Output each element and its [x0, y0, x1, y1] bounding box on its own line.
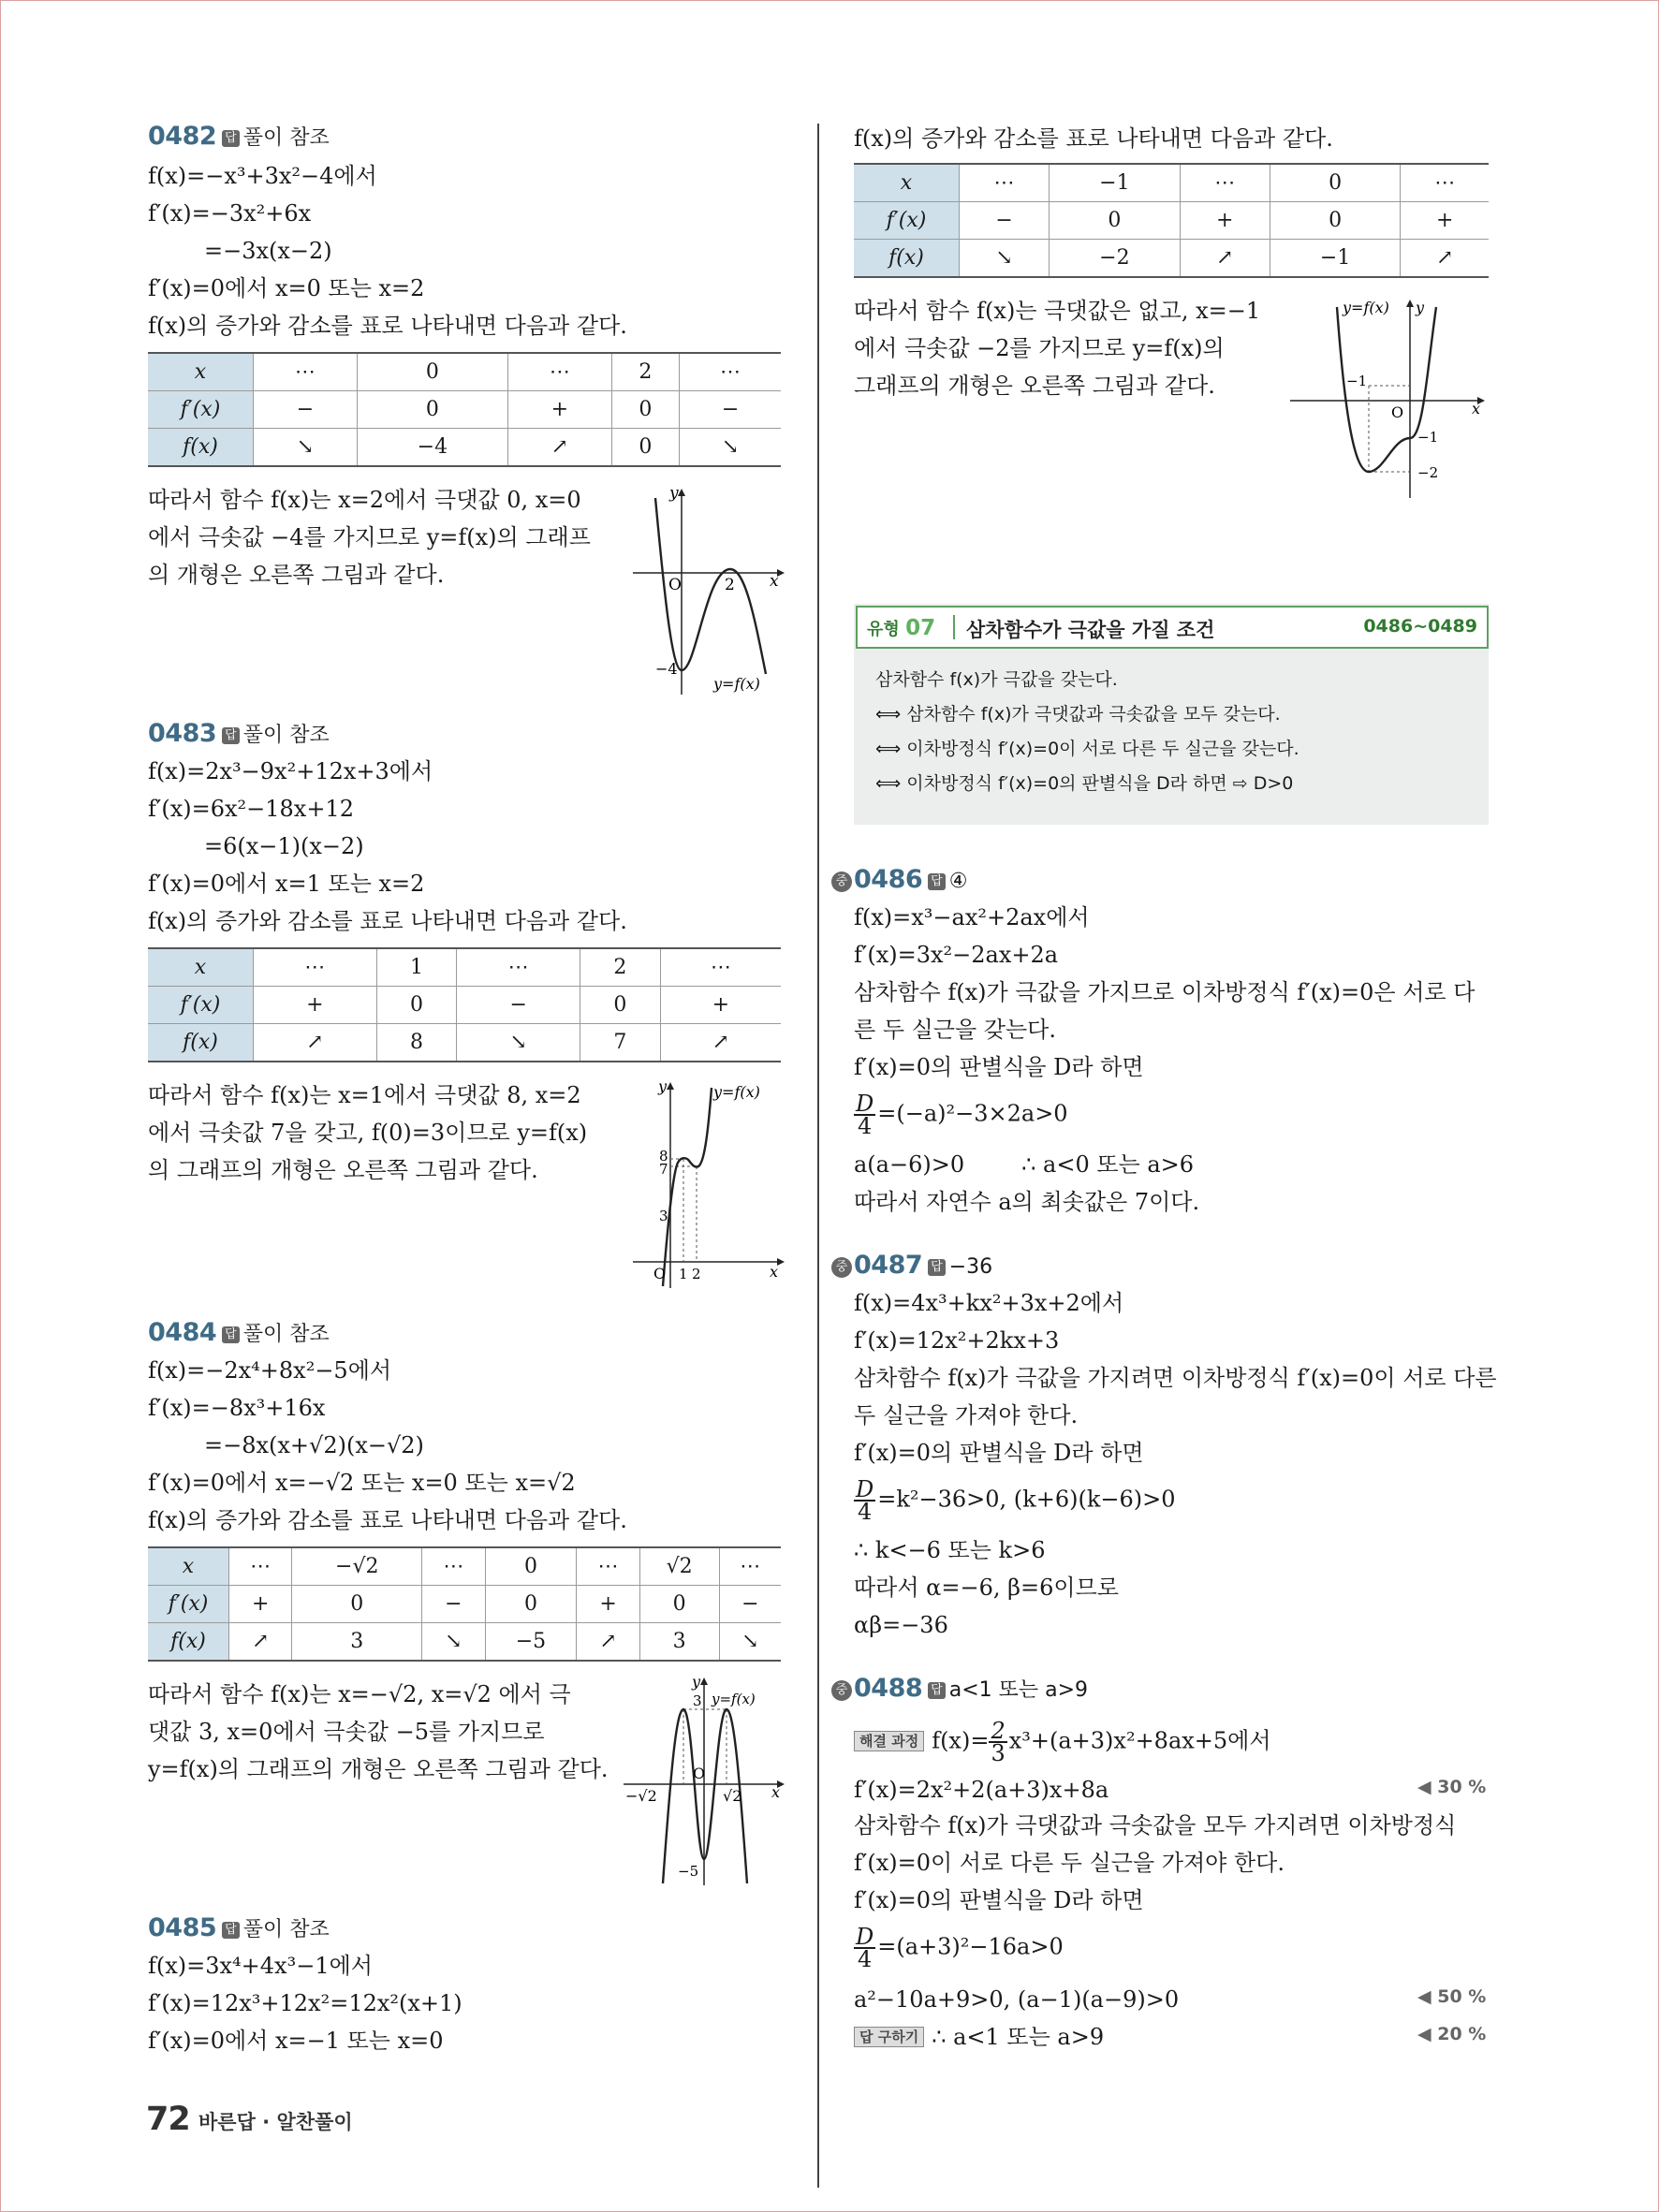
table-cell: √2 — [639, 1547, 719, 1586]
solution-line: f′(x)=0의 판별식을 D라 하면 — [854, 1440, 1144, 1466]
solution-line: f′(x)=12x³+12x²=12x²(x+1) — [148, 1990, 462, 2016]
answer-text: 풀이 참조 — [242, 1323, 330, 1346]
solution-line: ∴ k<−6 또는 k>6 — [854, 1537, 1046, 1563]
conclusion-line: 의 개형은 오른쪽 그림과 같다. — [148, 562, 445, 588]
answer-badge: 답 — [928, 1682, 946, 1699]
solution-line: f′(x)=0에서 x=−√2 또는 x=0 또는 x=√2 — [148, 1470, 576, 1496]
table-cell: ↗ — [660, 1024, 781, 1062]
solution-line: a²−10a+9>0, (a−1)(a−9)>0 — [854, 1986, 1180, 2013]
fraction-denominator: 4 — [857, 1113, 873, 1139]
problem-0487-solution — [854, 1284, 1497, 1472]
y-mark-label: −4 — [655, 660, 678, 678]
solution-line: f(x)의 증가와 감소를 표로 나타내면 다음과 같다. — [854, 125, 1333, 152]
problem-0485-continued — [854, 120, 1333, 157]
table-cell: ⋯ — [1401, 164, 1489, 202]
solution-line: f′(x)=0에서 x=0 또는 x=2 — [148, 275, 425, 301]
problem-0488-solution — [854, 1807, 1456, 1919]
conclusion-line: y=f(x)의 그래프의 개형은 오른쪽 그림과 같다. — [148, 1756, 609, 1782]
table-cell: ↗ — [229, 1623, 292, 1662]
difficulty-badge: 중 — [831, 872, 852, 892]
x-label: x — [770, 1263, 779, 1281]
y-axis-arrow — [700, 1677, 708, 1685]
type-header-separator — [953, 615, 955, 639]
type-badge — [867, 616, 935, 640]
solution-line: f′(x)=0에서 x=1 또는 x=2 — [148, 871, 425, 897]
problem-number: 0488 — [854, 1674, 923, 1703]
y-mark-label: −2 — [1417, 464, 1439, 481]
table-cell: −√2 — [292, 1547, 422, 1586]
table-cell: ↗ — [507, 429, 611, 467]
answer-text: −36 — [948, 1255, 993, 1279]
table-cell: x — [854, 164, 960, 202]
conclusion-line: 따라서 함수 f(x)는 극댓값은 없고, x=−1 — [854, 298, 1261, 324]
problem-number: 0482 — [148, 122, 217, 151]
solution-line: 따라서 자연수 a의 최솟값은 7이다. — [854, 1189, 1200, 1215]
table-cell: x — [148, 353, 254, 391]
y-mark-label: −1 — [1417, 429, 1439, 446]
solution-line: f′(x)=3x²−2ax+2a — [854, 942, 1059, 968]
discriminant-text: =(a+3)²−16a>0 — [877, 1933, 1064, 1960]
table-cell: ↘ — [719, 1623, 781, 1662]
table-cell: 0 — [1270, 164, 1401, 202]
table-cell: f(x) — [854, 240, 960, 278]
problem-0482-header — [148, 122, 330, 154]
problem-0488-answer-step — [854, 2022, 1104, 2052]
conclusion-line: 따라서 함수 f(x)는 x=2에서 극댓값 0, x=0 — [148, 487, 581, 513]
solution-line: f′(x)=12x²+2kx+3 — [854, 1327, 1060, 1354]
x-label: x — [771, 1783, 781, 1801]
curve — [1337, 307, 1439, 472]
x-mark-label: 2 — [725, 576, 735, 594]
table-cell: f(x) — [148, 1024, 254, 1062]
y-axis-arrow — [678, 489, 685, 496]
table-cell: − — [680, 391, 781, 429]
table-cell: 0 — [376, 987, 457, 1024]
solution-line: f(x)=2x³−9x²+12x+3에서 — [148, 758, 433, 784]
y-label: y — [669, 487, 679, 503]
table-cell: 0 — [1050, 202, 1181, 240]
problem-number: 0483 — [148, 719, 217, 748]
table-cell: − — [254, 391, 358, 429]
table-cell: f(x) — [148, 429, 254, 467]
problem-0487-discriminant — [854, 1476, 1176, 1525]
fraction — [854, 1091, 875, 1139]
answer-badge: 답 — [928, 873, 946, 890]
table-cell: ↘ — [254, 429, 358, 467]
table-cell: x — [148, 1547, 229, 1586]
table-cell: ↘ — [960, 240, 1050, 278]
difficulty-badge: 중 — [831, 1257, 852, 1278]
answer-text: 풀이 참조 — [242, 126, 330, 150]
problem-0483-solution — [148, 753, 627, 940]
table-cell: 8 — [376, 1024, 457, 1062]
fraction-numerator: D — [856, 1476, 874, 1502]
table-cell: ⋯ — [422, 1547, 485, 1586]
fraction — [854, 1926, 875, 1970]
conclusion-line: 따라서 함수 f(x)는 x=−√2, x=√2 에서 극 — [148, 1681, 571, 1707]
table-cell: 2 — [611, 353, 679, 391]
conclusion-line: 따라서 함수 f(x)는 x=1에서 극댓값 8, x=2 — [148, 1082, 581, 1108]
type-title: 삼차함수가 극값을 가질 조건 — [966, 619, 1215, 641]
table-cell: f′(x) — [148, 1586, 229, 1623]
table-cell: − — [719, 1586, 781, 1623]
y-axis-arrow — [1406, 300, 1414, 307]
solution-line: f′(x)=0의 판별식을 D라 하면 — [854, 1054, 1144, 1080]
fraction-denominator: 4 — [857, 1946, 873, 1972]
table-cell: 0 — [292, 1586, 422, 1623]
x-mark-label: √2 — [723, 1787, 742, 1805]
problem-number: 0484 — [148, 1318, 217, 1347]
type-body-line: ⟺ 삼차함수 f(x)가 극댓값과 극솟값을 모두 갖는다. — [875, 704, 1281, 725]
table-cell: ↗ — [254, 1024, 377, 1062]
type-body-line: ⟺ 이차방정식 f′(x)=0의 판별식을 D라 하면 ⇨ D>0 — [875, 773, 1294, 794]
problem-0485-solution — [148, 1947, 462, 2059]
page-number: 72 — [146, 2101, 190, 2138]
problem-0484-conclusion — [148, 1676, 616, 1788]
solution-line: 삼차함수 f(x)가 극값을 가지므로 이차방정식 f′(x)=0은 서로 다 — [854, 979, 1475, 1005]
table-cell: − — [422, 1586, 485, 1623]
problem-number: 0487 — [854, 1251, 923, 1280]
solution-line: f′(x)=6x²−18x+12 — [148, 796, 354, 822]
origin-label: O — [668, 576, 682, 594]
curve-label: y=f(x) — [713, 1083, 760, 1101]
origin-label: O — [693, 1765, 706, 1782]
x-mark-label: −√2 — [625, 1787, 657, 1805]
table-cell: 0 — [357, 353, 507, 391]
solution-line: f(x)=−2x⁴+8x²−5에서 — [148, 1357, 392, 1384]
table-cell: ↗ — [577, 1623, 639, 1662]
table-cell: 0 — [485, 1586, 577, 1623]
solution-line: f′(x)=0에서 x=−1 또는 x=0 — [148, 2028, 444, 2054]
problem-0486-tail — [854, 1146, 1199, 1221]
answer-badge: 답 — [222, 727, 240, 744]
conclusion-line: 그래프의 개형은 오른쪽 그림과 같다. — [854, 373, 1215, 399]
x-axis-arrow — [777, 1258, 785, 1266]
problem-0484-solution — [148, 1352, 627, 1539]
table-cell: − — [457, 987, 580, 1024]
solution-text: x³+(a+3)x²+8ax+5에서 — [1008, 1727, 1271, 1754]
solution-line: f(x)의 증가와 감소를 표로 나타내면 다음과 같다. — [148, 1507, 627, 1533]
discriminant-text: =(−a)²−3×2a>0 — [877, 1100, 1068, 1127]
table-cell: f′(x) — [148, 987, 254, 1024]
problem-0488-step1 — [854, 1718, 1271, 1766]
type-badge-prefix: 유형 — [867, 620, 900, 639]
solution-line: f(x)=x³−ax²+2ax에서 — [854, 904, 1090, 930]
solution-line: f(x)=4x³+kx²+3x+2에서 — [854, 1290, 1124, 1316]
sign-table-0485 — [854, 163, 1489, 278]
curve-label: y=f(x) — [713, 675, 760, 693]
graph-0482 — [629, 487, 788, 698]
table-cell: + — [660, 987, 781, 1024]
curve-label: y=f(x) — [712, 1691, 756, 1707]
table-cell: 0 — [580, 987, 660, 1024]
conclusion-line: 의 그래프의 개형은 오른쪽 그림과 같다. — [148, 1157, 538, 1183]
answer-badge: 답 — [222, 1922, 240, 1939]
graph-0483 — [629, 1080, 788, 1290]
type-07-body — [875, 663, 1299, 801]
solution-line: 따라서 α=−6, β=6이므로 — [854, 1575, 1119, 1601]
table-cell: 0 — [357, 391, 507, 429]
table-cell: + — [254, 987, 377, 1024]
solution-line: 삼차함수 f(x)가 극댓값과 극솟값을 모두 가지려면 이차방정식 — [854, 1812, 1457, 1838]
table-cell: 0 — [485, 1547, 577, 1586]
table-cell: + — [1401, 202, 1489, 240]
solution-line: f′(x)=0의 판별식을 D라 하면 — [854, 1887, 1144, 1913]
table-cell: −5 — [485, 1623, 577, 1662]
table-cell: + — [1180, 202, 1270, 240]
table-cell: ⋯ — [254, 948, 377, 987]
conclusion-line: 에서 극솟값 −2를 가지므로 y=f(x)의 — [854, 335, 1225, 361]
problem-0487-tail — [854, 1531, 1119, 1644]
table-cell: f′(x) — [148, 391, 254, 429]
problem-0483-header — [148, 719, 330, 751]
solution-line: f′(x)=−3x²+6x — [148, 200, 312, 227]
answer-text: 풀이 참조 — [242, 724, 330, 747]
table-cell: ⋯ — [680, 353, 781, 391]
problem-number: 0485 — [148, 1913, 217, 1942]
column-divider — [817, 124, 819, 2188]
conclusion-line: 에서 극솟값 −4를 가지므로 y=f(x)의 그래프 — [148, 524, 591, 550]
x-mark-label: 1 — [679, 1266, 688, 1282]
problem-0486-header — [831, 865, 967, 897]
type-body-line: 삼차함수 f(x)가 극값을 갖는다. — [875, 669, 1118, 690]
y-mark-label: −5 — [678, 1863, 699, 1880]
type-07-header — [856, 606, 1489, 649]
origin-label: O — [653, 1265, 667, 1282]
table-cell: 0 — [611, 391, 679, 429]
problem-0488-header — [831, 1674, 1088, 1706]
table-cell: − — [960, 202, 1050, 240]
y-mark-label: 8 — [659, 1148, 668, 1165]
problem-0488-discriminant — [854, 1926, 1064, 1970]
y-label: y — [1416, 299, 1425, 316]
step-tag: 해결 과정 — [854, 1731, 924, 1751]
table-cell: ⋯ — [1180, 164, 1270, 202]
table-cell: ↗ — [1401, 240, 1489, 278]
x-label: x — [770, 572, 779, 591]
solution-line: f(x)=−x³+3x²−4에서 — [148, 163, 377, 189]
table-cell: ⋯ — [254, 353, 358, 391]
problem-0485-conclusion — [854, 292, 1285, 404]
step-tag: 답 구하기 — [854, 2027, 924, 2047]
type-range: 0486~0489 — [1363, 616, 1477, 637]
fraction-numerator: 2 — [991, 1718, 1006, 1744]
problem-0486-solution — [854, 899, 1475, 1086]
problem-number: 0486 — [854, 865, 923, 894]
problem-0487-header — [831, 1251, 992, 1282]
table-cell: x — [148, 948, 254, 987]
x-label: x — [1472, 400, 1481, 417]
curve-label: y=f(x) — [1343, 299, 1389, 316]
fraction-denominator: 4 — [857, 1499, 873, 1525]
discriminant-text: =k²−36>0, (k+6)(k−6)>0 — [877, 1486, 1176, 1513]
solution-line: =−8x(x+√2)(x−√2) — [204, 1432, 424, 1458]
table-cell: −4 — [357, 429, 507, 467]
problem-0482-solution — [148, 157, 627, 344]
fraction — [989, 1718, 1006, 1766]
answer-badge: 답 — [222, 130, 240, 147]
solution-line: f(x)=3x⁴+4x³−1에서 — [148, 1953, 373, 1979]
answer-text: a<1 또는 a>9 — [948, 1678, 1089, 1702]
x-mark-label: 2 — [692, 1266, 701, 1282]
table-cell: ⋯ — [719, 1547, 781, 1586]
table-cell: −1 — [1270, 240, 1401, 278]
table-cell: ↗ — [1180, 240, 1270, 278]
conclusion-line: 에서 극솟값 7을 갖고, f(0)=3이므로 y=f(x) — [148, 1120, 588, 1146]
graph-0484 — [622, 1676, 790, 1887]
table-cell: ⋯ — [960, 164, 1050, 202]
table-cell: 1 — [376, 948, 457, 987]
type-body-line: ⟺ 이차방정식 f′(x)=0이 서로 다른 두 실근을 갖는다. — [875, 739, 1299, 759]
x-mark-label: −1 — [1346, 373, 1368, 389]
table-cell: f(x) — [148, 1623, 229, 1662]
solution-text: f(x)= — [932, 1727, 990, 1754]
fraction-denominator: 3 — [991, 1740, 1006, 1766]
y-label: y — [692, 1676, 701, 1691]
table-cell: ⋯ — [660, 948, 781, 987]
problem-0486-discriminant — [854, 1091, 1068, 1139]
solution-text: ∴ a<1 또는 a>9 — [932, 2024, 1105, 2050]
fraction-numerator: D — [856, 1091, 874, 1117]
table-cell: ⋯ — [507, 353, 611, 391]
conclusion-line: 댓값 3, x=0에서 극솟값 −5를 가지므로 — [148, 1719, 545, 1745]
solution-line: 른 두 실근을 갖는다. — [854, 1017, 1056, 1043]
sign-table-0484 — [148, 1546, 781, 1662]
table-cell: + — [577, 1586, 639, 1623]
solution-line: 두 실근을 가져야 한다. — [854, 1402, 1079, 1428]
answer-badge: 답 — [222, 1326, 240, 1343]
y-axis-arrow — [667, 1082, 674, 1090]
fraction — [854, 1476, 875, 1525]
table-cell: 0 — [639, 1586, 719, 1623]
y-mark-label: 3 — [693, 1692, 702, 1709]
table-cell: f′(x) — [854, 202, 960, 240]
solution-line: f(x)의 증가와 감소를 표로 나타내면 다음과 같다. — [148, 908, 627, 934]
type-badge-number: 07 — [905, 616, 936, 640]
table-cell: 3 — [639, 1623, 719, 1662]
solution-line: αβ=−36 — [854, 1612, 948, 1638]
sign-table-0483 — [148, 947, 781, 1062]
solution-line: f′(x)=−8x³+16x — [148, 1395, 326, 1421]
table-cell: 2 — [580, 948, 660, 987]
y-mark-label: 7 — [659, 1161, 668, 1178]
difficulty-badge: 중 — [831, 1680, 852, 1701]
table-cell: ↘ — [457, 1024, 580, 1062]
table-cell: 7 — [580, 1024, 660, 1062]
table-cell: ⋯ — [457, 948, 580, 987]
table-cell: + — [229, 1586, 292, 1623]
table-cell: ⋯ — [577, 1547, 639, 1586]
table-cell: ⋯ — [229, 1547, 292, 1586]
solution-line: f(x)의 증가와 감소를 표로 나타내면 다음과 같다. — [148, 313, 627, 339]
solution-line: =−3x(x−2) — [204, 238, 332, 264]
solution-line: 삼차함수 f(x)가 극값을 가지려면 이차방정식 f′(x)=0이 서로 다른 — [854, 1365, 1497, 1391]
y-label: y — [658, 1080, 668, 1095]
table-cell: + — [507, 391, 611, 429]
graph-0485 — [1286, 298, 1492, 502]
score-percent: ◀ 30 % — [1417, 1777, 1487, 1797]
score-percent: ◀ 50 % — [1417, 1986, 1487, 2007]
solution-line: =6(x−1)(x−2) — [204, 833, 364, 859]
footer-title: 바른답 · 알찬풀이 — [198, 2111, 353, 2133]
table-cell: ↘ — [422, 1623, 485, 1662]
table-cell: 0 — [1270, 202, 1401, 240]
y-mark-label: 3 — [659, 1208, 668, 1224]
fraction-numerator: D — [856, 1924, 874, 1950]
solution-line: f′(x)=2x²+2(a+3)x+8a — [854, 1777, 1109, 1803]
problem-0483-conclusion — [148, 1077, 616, 1189]
solution-line: a(a−6)>0 ∴ a<0 또는 a>6 — [854, 1151, 1195, 1178]
table-cell: ↘ — [680, 429, 781, 467]
answer-text: ④ — [948, 870, 968, 893]
score-percent: ◀ 20 % — [1417, 2024, 1487, 2044]
table-cell: 0 — [611, 429, 679, 467]
table-cell: −2 — [1050, 240, 1181, 278]
table-cell: −1 — [1050, 164, 1181, 202]
table-cell: 3 — [292, 1623, 422, 1662]
solution-line: f′(x)=0이 서로 다른 두 실근을 가져야 한다. — [854, 1850, 1285, 1876]
problem-0482-conclusion — [148, 481, 616, 593]
answer-badge: 답 — [928, 1259, 946, 1276]
sign-table-0482 — [148, 352, 781, 467]
problem-0484-header — [148, 1318, 330, 1350]
problem-0485-header — [148, 1913, 330, 1945]
answer-text: 풀이 참조 — [242, 1918, 330, 1941]
origin-label: O — [1391, 403, 1404, 421]
